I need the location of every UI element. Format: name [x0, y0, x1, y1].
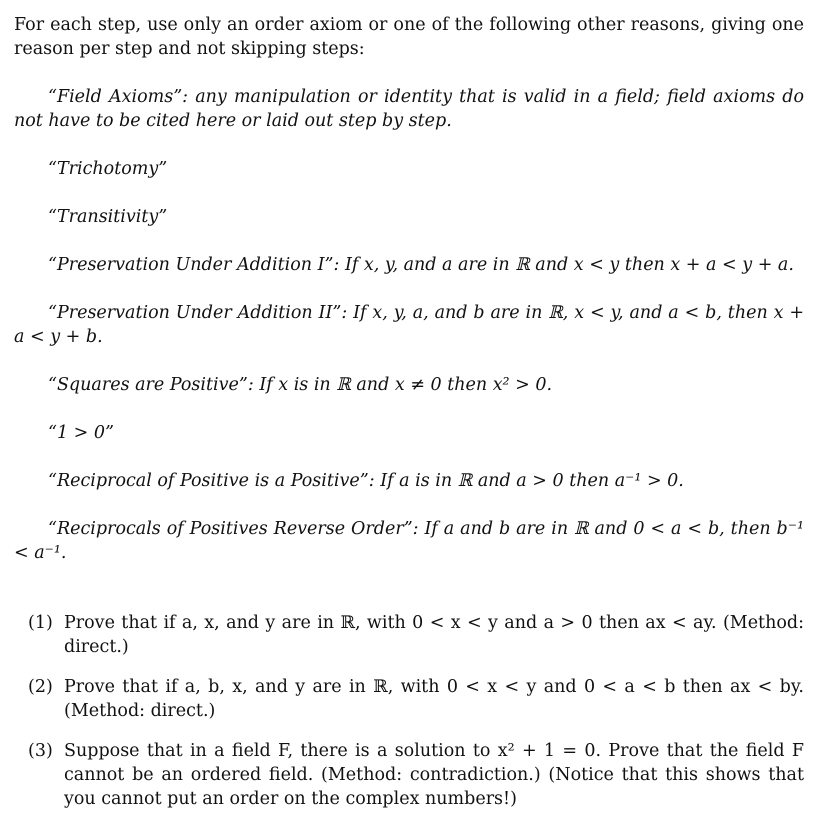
reason-preservation-addition-1: [14, 253, 804, 277]
reason-text: If a is in ℝ and a > 0 then a⁻¹ > 0.: [380, 471, 684, 491]
reason-text: If x is in ℝ and x ≠ 0 then x² > 0.: [259, 375, 553, 395]
document-page: [14, 13, 804, 827]
reason-reciprocal-positive: [14, 469, 804, 493]
problem-item: [14, 739, 804, 811]
reason-text: If x, y, a, and b are in ℝ, x < y, and a < b, then x + a < y + b.: [14, 303, 805, 347]
problem-text: Prove that if a, x, and y are in ℝ, with 0 < x < y and a > 0 then ax < ay. (Method: direct.): [64, 613, 804, 657]
reason-text: any manipulation or identity that is valid in a field; field axioms do not have to be cited here or laid out step by step.: [14, 87, 804, 131]
problem-number: (1): [28, 613, 53, 633]
reason-name: “Reciprocals of Positives Reverse Order”:: [48, 519, 419, 539]
reason-name: “Preservation Under Addition II”:: [48, 303, 348, 323]
problem-text: Prove that if a, b, x, and y are in ℝ, with 0 < x < y and 0 < a < b then ax < by. (Method: direct.): [64, 677, 804, 721]
reason-reciprocals-reverse-order: [14, 517, 804, 565]
reason-preservation-addition-2: [14, 301, 804, 349]
problem-number: (2): [28, 677, 53, 697]
reason-one-greater-zero: “1 > 0”: [48, 423, 114, 443]
problem-item: [14, 675, 804, 723]
reason-squares-positive: [14, 373, 804, 397]
reason-text: If x, y, and a are in ℝ and x < y then x + a < y + a.: [344, 255, 794, 275]
reason-text: If a and b are in ℝ and 0 < a < b, then b⁻¹ < a⁻¹.: [14, 519, 804, 563]
reason-name: “Preservation Under Addition I”:: [48, 255, 340, 275]
reason-name: “Squares are Positive”:: [48, 375, 254, 395]
problem-list: [14, 611, 804, 811]
problem-text: Suppose that in a field F, there is a solution to x² + 1 = 0. Prove that the field F cannot be an ordered field. (Method: contradiction.) (Notice that this shows that you cannot put an order on the complex numbers!): [64, 741, 804, 809]
reason-field-axioms: [14, 85, 804, 133]
problem-number: (3): [28, 741, 53, 761]
reason-transitivity: “Transitivity”: [48, 207, 168, 227]
reason-name: “Reciprocal of Positive is a Positive”:: [48, 471, 375, 491]
intro-paragraph: For each step, use only an order axiom or one of the following other reasons, giving one reason per step and not skipping steps:: [14, 15, 804, 59]
problem-item: [14, 611, 804, 659]
reason-name: “Field Axioms”:: [48, 87, 189, 107]
reason-trichotomy: “Trichotomy”: [48, 159, 168, 179]
